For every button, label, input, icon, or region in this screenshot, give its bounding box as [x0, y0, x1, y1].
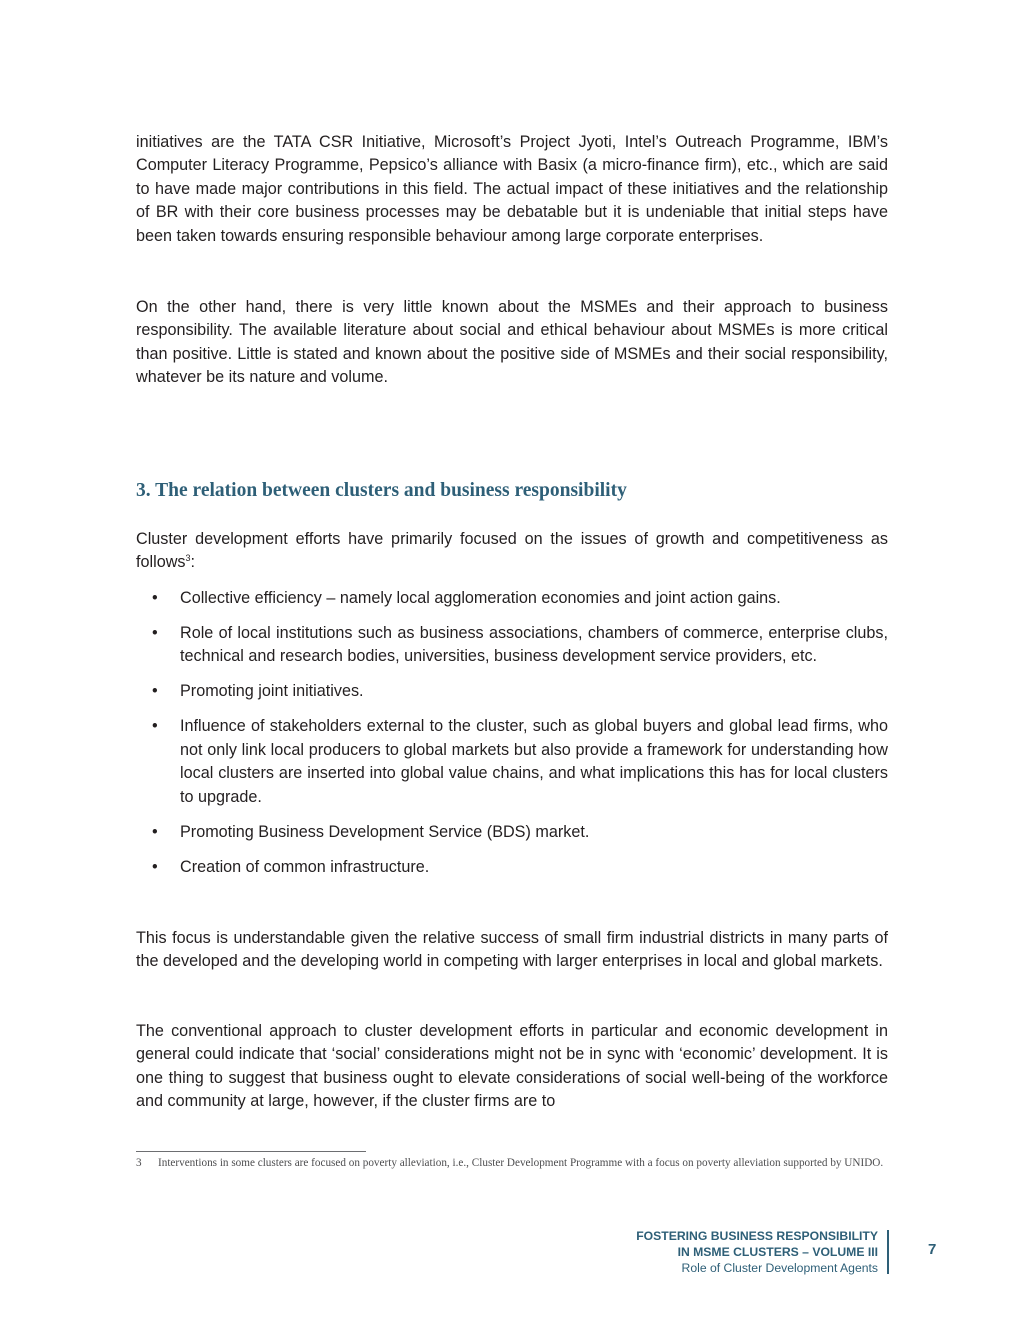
paragraph-3-text: Cluster development efforts have primarily focused on the issues of growth and competitiveness as follows: [136, 530, 888, 572]
list-item-text: Promoting Business Development Service (BDS) market.: [180, 822, 590, 841]
paragraph-1: initiatives are the TATA CSR Initiative, Microsoft’s Project Jyoti, Intel’s Outreach Programme, IBM’s Computer Literacy Programme, Pepsico’s alliance with Basix (a micro-finance firm), etc., which are said to have made major contributions in this field. The actual impact of these initiatives and the relationship of BR with their core business processes may be debatable but it is undeniable that initial steps have been taken towards ensuring responsible behaviour among large corporate enterprises.: [136, 133, 888, 245]
list-item-text: Collective efficiency – namely local agglomeration economies and joint action gains.: [180, 589, 781, 607]
list-item: [136, 587, 888, 610]
section-heading: 3. The relation between clusters and business responsibility: [136, 480, 627, 501]
footnote-divider: [136, 1151, 366, 1152]
footer-subtitle: Role of Cluster Development Agents: [681, 1261, 878, 1275]
page-number: 7: [928, 1241, 937, 1258]
list-item-text: Role of local institutions such as business associations, chambers of commerce, enterprise clubs, technical and research bodies, universities, business development service providers, etc.: [180, 624, 888, 666]
paragraph-3: [136, 528, 888, 575]
list-item: [136, 680, 888, 703]
list-item: [136, 821, 888, 844]
paragraph-5: The conventional approach to cluster development efforts in particular and economic development in general could indicate that ‘social’ considerations might not be in sync with ‘economic’ development. It is one thing to suggest that business ought to elevate considerations of social well-being of the workforce and community at large, however, if the cluster firms are to: [136, 1022, 888, 1111]
bullet-icon: •: [152, 857, 158, 876]
bullet-icon: •: [152, 717, 158, 736]
bullet-list: [136, 587, 888, 891]
footer-title-line-2: IN MSME CLUSTERS – VOLUME III: [677, 1245, 878, 1259]
list-item-text: Influence of stakeholders external to the cluster, such as global buyers and global lead firms, who not only link local producers to global markets but also provide a framework for understanding how local clusters are inserted into global value chains, and what implications this has for local clusters to upgrade.: [180, 717, 888, 806]
footnote: [136, 1155, 888, 1171]
footer-title-line-1: FOSTERING BUSINESS RESPONSIBILITY: [636, 1229, 878, 1243]
running-footer: [636, 1228, 878, 1277]
footnote-reference[interactable]: 3: [185, 553, 191, 564]
paragraph-2: On the other hand, there is very little known about the MSMEs and their approach to business responsibility. The available literature about social and ethical behaviour about MSMEs is more critical than positive. Little is stated and known about the positive side of MSMEs and their social responsibility, whatever be its nature and volume.: [136, 298, 888, 387]
list-item: [136, 622, 888, 669]
bullet-icon: •: [152, 682, 158, 701]
bullet-icon: •: [152, 589, 158, 607]
paragraph-4: This focus is understandable given the relative success of small firm industrial districts in many parts of the developed and the developing world in competing with larger enterprises in local and global markets.: [136, 929, 888, 971]
list-item: [136, 715, 888, 809]
bullet-icon: •: [152, 624, 158, 642]
list-item: [136, 856, 888, 879]
bullet-icon: •: [152, 822, 158, 841]
paragraph-3-colon: :: [190, 553, 195, 572]
footnote-number: 3: [136, 1157, 142, 1169]
list-item-text: Creation of common infrastructure.: [180, 857, 430, 876]
footer-divider: [887, 1230, 889, 1274]
footnote-text: Interventions in some clusters are focused on poverty alleviation, i.e., Cluster Development Programme with a focus on poverty alleviation supported by UNIDO.: [158, 1157, 884, 1169]
list-item-text: Promoting joint initiatives.: [180, 682, 364, 701]
